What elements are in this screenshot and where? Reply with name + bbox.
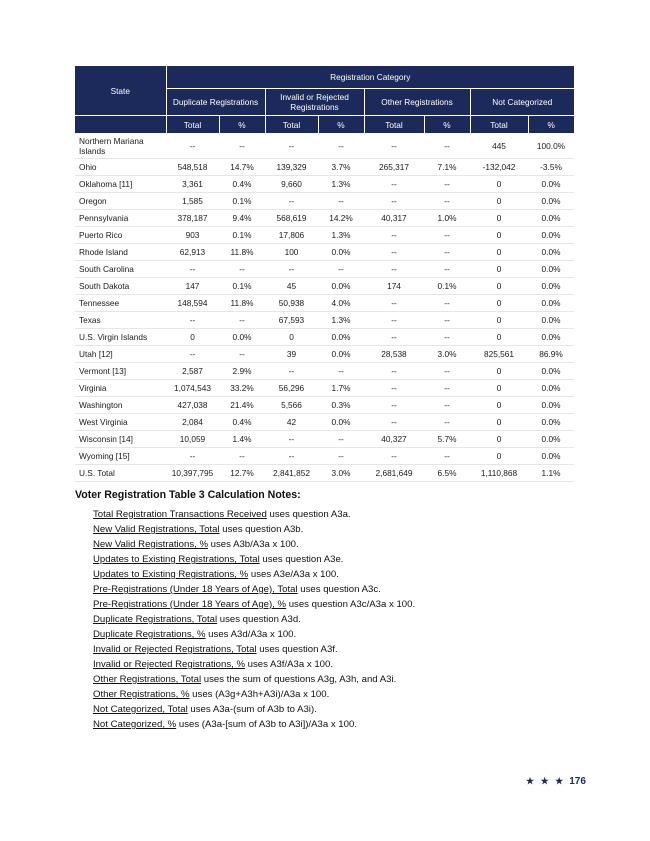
note-term: Invalid or Rejected Registrations, %: [93, 659, 245, 670]
value-cell: --: [166, 261, 219, 278]
note-text: uses the sum of questions A3g, A3h, and A3i.: [201, 674, 397, 685]
note-term: Total Registration Transactions Received: [93, 509, 267, 520]
value-cell: 9,660: [265, 176, 318, 193]
value-cell: 11.8%: [219, 244, 265, 261]
value-cell: 0.0%: [528, 431, 574, 448]
state-cell: Northern Mariana Islands: [75, 134, 166, 159]
table-row: [75, 134, 574, 159]
note-item: [93, 612, 415, 627]
value-cell: 0: [470, 380, 528, 397]
note-text: uses A3a-(sum of A3b to A3i).: [187, 704, 317, 715]
value-cell: 427,038: [166, 397, 219, 414]
table-row: [75, 346, 574, 363]
value-cell: 0.0%: [528, 295, 574, 312]
table-row: [75, 448, 574, 465]
value-cell: --: [364, 176, 424, 193]
header-state-blank: [75, 116, 166, 134]
note-text: uses (A3g+A3h+A3i)/A3a x 100.: [189, 689, 330, 700]
value-cell: 86.9%: [528, 346, 574, 363]
value-cell: --: [424, 312, 470, 329]
value-cell: --: [424, 363, 470, 380]
table-row: [75, 397, 574, 414]
table-row: [75, 465, 574, 482]
value-cell: --: [219, 134, 265, 159]
value-cell: 0: [470, 278, 528, 295]
subheader-notcat-total: Total: [470, 116, 528, 134]
value-cell: 0.0%: [528, 448, 574, 465]
value-cell: --: [265, 448, 318, 465]
value-cell: 2,681,649: [364, 465, 424, 482]
table-body: [75, 134, 574, 482]
value-cell: --: [219, 448, 265, 465]
value-cell: --: [364, 448, 424, 465]
value-cell: --: [364, 227, 424, 244]
state-cell: Utah [12]: [75, 346, 166, 363]
value-cell: 7.1%: [424, 159, 470, 176]
state-cell: Pennsylvania: [75, 210, 166, 227]
value-cell: --: [424, 380, 470, 397]
value-cell: 1.3%: [318, 227, 364, 244]
page-footer: [526, 776, 586, 787]
value-cell: 3.0%: [424, 346, 470, 363]
value-cell: 825,561: [470, 346, 528, 363]
value-cell: --: [364, 363, 424, 380]
stars-icon: ★ ★ ★: [526, 776, 566, 786]
value-cell: 0.1%: [219, 227, 265, 244]
value-cell: 568,619: [265, 210, 318, 227]
value-cell: 0.1%: [219, 193, 265, 210]
table-row: [75, 312, 574, 329]
value-cell: --: [364, 261, 424, 278]
header-duplicate-registrations: Duplicate Registrations: [166, 89, 265, 116]
state-cell: Virginia: [75, 380, 166, 397]
value-cell: 0.0%: [528, 397, 574, 414]
value-cell: --: [424, 244, 470, 261]
value-cell: 0: [470, 448, 528, 465]
value-cell: --: [424, 176, 470, 193]
note-text: uses question A3c.: [297, 584, 381, 595]
note-term: Pre-Registrations (Under 18 Years of Age), Total: [93, 584, 298, 595]
value-cell: 0: [166, 329, 219, 346]
table-row: [75, 159, 574, 176]
value-cell: 40,327: [364, 431, 424, 448]
table-row: [75, 261, 574, 278]
value-cell: 9.4%: [219, 210, 265, 227]
value-cell: 14.7%: [219, 159, 265, 176]
value-cell: 0: [265, 329, 318, 346]
value-cell: 2,841,852: [265, 465, 318, 482]
table-row: [75, 227, 574, 244]
note-item: [93, 672, 415, 687]
value-cell: 0: [470, 176, 528, 193]
state-cell: U.S. Total: [75, 465, 166, 482]
value-cell: --: [265, 261, 318, 278]
value-cell: --: [424, 295, 470, 312]
state-cell: Rhode Island: [75, 244, 166, 261]
value-cell: 0.1%: [424, 278, 470, 295]
value-cell: 12.7%: [219, 465, 265, 482]
value-cell: 0.0%: [528, 312, 574, 329]
value-cell: --: [318, 134, 364, 159]
state-cell: South Dakota: [75, 278, 166, 295]
value-cell: 0: [470, 295, 528, 312]
value-cell: 39: [265, 346, 318, 363]
value-cell: --: [364, 414, 424, 431]
value-cell: --: [364, 397, 424, 414]
value-cell: 0.0%: [219, 329, 265, 346]
table-row: [75, 210, 574, 227]
value-cell: 0.0%: [528, 227, 574, 244]
value-cell: --: [364, 244, 424, 261]
note-term: Not Categorized, Total: [93, 704, 188, 715]
value-cell: 1,074,543: [166, 380, 219, 397]
value-cell: 0.0%: [318, 329, 364, 346]
value-cell: 5.7%: [424, 431, 470, 448]
value-cell: 3,361: [166, 176, 219, 193]
value-cell: 3.0%: [318, 465, 364, 482]
value-cell: --: [166, 448, 219, 465]
value-cell: 0: [470, 227, 528, 244]
value-cell: --: [265, 134, 318, 159]
table-row: [75, 414, 574, 431]
note-item: [93, 657, 415, 672]
value-cell: 0.3%: [318, 397, 364, 414]
table-row: [75, 380, 574, 397]
value-cell: --: [265, 363, 318, 380]
note-item: [93, 597, 415, 612]
value-cell: 0: [470, 431, 528, 448]
state-cell: Tennessee: [75, 295, 166, 312]
value-cell: 1.1%: [528, 465, 574, 482]
subheader-other-percent: %: [424, 116, 470, 134]
page-number: 176: [569, 776, 586, 787]
value-cell: 0.1%: [219, 278, 265, 295]
header-other-registrations: Other Registrations: [364, 89, 470, 116]
note-text: uses question A3e.: [259, 554, 344, 565]
header-invalid-rejected-registrations: Invalid or Rejected Registrations: [265, 89, 364, 116]
value-cell: -132,042: [470, 159, 528, 176]
value-cell: 1,585: [166, 193, 219, 210]
value-cell: 0.0%: [318, 414, 364, 431]
value-cell: --: [424, 261, 470, 278]
note-text: uses question A3b.: [219, 524, 304, 535]
value-cell: 174: [364, 278, 424, 295]
value-cell: 0: [470, 193, 528, 210]
subheader-duplicate-total: Total: [166, 116, 219, 134]
state-cell: Vermont [13]: [75, 363, 166, 380]
value-cell: 0: [470, 261, 528, 278]
value-cell: 4.0%: [318, 295, 364, 312]
note-term: Pre-Registrations (Under 18 Years of Age), %: [93, 599, 287, 610]
note-text: uses A3b/A3a x 100.: [208, 539, 299, 550]
note-term: Other Registrations, %: [93, 689, 190, 700]
value-cell: 10,059: [166, 431, 219, 448]
value-cell: 2,084: [166, 414, 219, 431]
value-cell: 100: [265, 244, 318, 261]
value-cell: --: [166, 134, 219, 159]
value-cell: 0: [470, 210, 528, 227]
value-cell: 0.0%: [318, 346, 364, 363]
value-cell: --: [166, 312, 219, 329]
state-cell: Washington: [75, 397, 166, 414]
note-text: uses A3e/A3a x 100.: [248, 569, 339, 580]
note-item: [93, 642, 415, 657]
subheader-duplicate-percent: %: [219, 116, 265, 134]
note-term: Not Categorized, %: [93, 719, 177, 730]
subheader-invalid-total: Total: [265, 116, 318, 134]
value-cell: --: [424, 193, 470, 210]
value-cell: --: [318, 261, 364, 278]
value-cell: 28,538: [364, 346, 424, 363]
value-cell: 0.0%: [528, 380, 574, 397]
value-cell: --: [364, 312, 424, 329]
note-item: [93, 507, 415, 522]
value-cell: 0.0%: [528, 210, 574, 227]
value-cell: 0.0%: [528, 414, 574, 431]
note-text: uses (A3a-[sum of A3b to A3i])/A3a x 100.: [176, 719, 357, 730]
value-cell: 1.3%: [318, 312, 364, 329]
value-cell: --: [364, 295, 424, 312]
table-row: [75, 363, 574, 380]
note-item: [93, 702, 415, 717]
note-term: Duplicate Registrations, Total: [93, 614, 218, 625]
value-cell: 0.0%: [318, 244, 364, 261]
note-text: uses question A3f.: [256, 644, 338, 655]
note-item: [93, 552, 415, 567]
value-cell: 45: [265, 278, 318, 295]
value-cell: 1,110,868: [470, 465, 528, 482]
value-cell: 0: [470, 397, 528, 414]
subheader-notcat-percent: %: [528, 116, 574, 134]
value-cell: --: [364, 134, 424, 159]
note-text: uses A3d/A3a x 100.: [205, 629, 297, 640]
value-cell: --: [364, 329, 424, 346]
note-term: Duplicate Registrations, %: [93, 629, 206, 640]
value-cell: 33.2%: [219, 380, 265, 397]
value-cell: 0.0%: [528, 329, 574, 346]
value-cell: 1.3%: [318, 176, 364, 193]
value-cell: --: [219, 346, 265, 363]
value-cell: 0.0%: [318, 278, 364, 295]
value-cell: 3.7%: [318, 159, 364, 176]
value-cell: 903: [166, 227, 219, 244]
note-term: Other Registrations, Total: [93, 674, 202, 685]
value-cell: 2,587: [166, 363, 219, 380]
value-cell: --: [318, 448, 364, 465]
header-not-categorized: Not Categorized: [470, 89, 574, 116]
value-cell: 0.4%: [219, 176, 265, 193]
value-cell: -3.5%: [528, 159, 574, 176]
note-item: [93, 522, 415, 537]
note-term: New Valid Registrations, %: [93, 539, 208, 550]
value-cell: 17,806: [265, 227, 318, 244]
table-row: [75, 431, 574, 448]
note-term: Updates to Existing Registrations, Total: [93, 554, 260, 565]
value-cell: 40,317: [364, 210, 424, 227]
value-cell: --: [219, 312, 265, 329]
value-cell: --: [424, 134, 470, 159]
note-text: uses A3f/A3a x 100.: [244, 659, 333, 670]
registration-table: [75, 66, 574, 482]
state-cell: Wisconsin [14]: [75, 431, 166, 448]
value-cell: 0.0%: [528, 193, 574, 210]
note-text: uses question A3d.: [217, 614, 301, 625]
state-cell: Texas: [75, 312, 166, 329]
note-item: [93, 627, 415, 642]
value-cell: --: [424, 329, 470, 346]
value-cell: --: [265, 431, 318, 448]
value-cell: --: [424, 397, 470, 414]
state-cell: Puerto Rico: [75, 227, 166, 244]
value-cell: 548,518: [166, 159, 219, 176]
value-cell: 0.0%: [528, 244, 574, 261]
value-cell: --: [424, 448, 470, 465]
header-registration-category: Registration Category: [166, 66, 574, 89]
note-term: Updates to Existing Registrations, %: [93, 569, 249, 580]
value-cell: 56,296: [265, 380, 318, 397]
note-text: uses question A3c/A3a x 100.: [286, 599, 416, 610]
value-cell: --: [219, 261, 265, 278]
note-item: [93, 567, 415, 582]
value-cell: 100.0%: [528, 134, 574, 159]
value-cell: --: [318, 431, 364, 448]
value-cell: 0: [470, 363, 528, 380]
subheader-other-total: Total: [364, 116, 424, 134]
table-row: [75, 329, 574, 346]
value-cell: 1.4%: [219, 431, 265, 448]
notes-title: Voter Registration Table 3 Calculation Notes:: [75, 489, 301, 501]
table-row: [75, 278, 574, 295]
note-item: [93, 687, 415, 702]
value-cell: 6.5%: [424, 465, 470, 482]
value-cell: 0.0%: [528, 278, 574, 295]
value-cell: 42: [265, 414, 318, 431]
value-cell: 0.0%: [528, 176, 574, 193]
value-cell: --: [166, 346, 219, 363]
value-cell: --: [424, 227, 470, 244]
value-cell: 50,938: [265, 295, 318, 312]
value-cell: --: [364, 193, 424, 210]
value-cell: 21.4%: [219, 397, 265, 414]
note-item: [93, 582, 415, 597]
value-cell: 378,187: [166, 210, 219, 227]
state-cell: Wyoming [15]: [75, 448, 166, 465]
value-cell: --: [265, 193, 318, 210]
state-cell: Oregon: [75, 193, 166, 210]
value-cell: 139,329: [265, 159, 318, 176]
value-cell: 5,566: [265, 397, 318, 414]
table-row: [75, 176, 574, 193]
value-cell: 0: [470, 414, 528, 431]
value-cell: --: [424, 414, 470, 431]
note-item: [93, 537, 415, 552]
value-cell: 14.2%: [318, 210, 364, 227]
value-cell: 1.7%: [318, 380, 364, 397]
value-cell: 265,317: [364, 159, 424, 176]
header-state: State: [75, 66, 166, 116]
notes-list: [93, 507, 415, 732]
note-term: Invalid or Rejected Registrations, Total: [93, 644, 257, 655]
value-cell: --: [318, 193, 364, 210]
subheader-invalid-percent: %: [318, 116, 364, 134]
note-text: uses question A3a.: [266, 509, 351, 520]
value-cell: 0.0%: [528, 363, 574, 380]
table-row: [75, 193, 574, 210]
value-cell: 1.0%: [424, 210, 470, 227]
value-cell: 0.4%: [219, 414, 265, 431]
table-row: [75, 244, 574, 261]
note-item: [93, 717, 415, 732]
state-cell: Oklahoma [11]: [75, 176, 166, 193]
note-term: New Valid Registrations, Total: [93, 524, 220, 535]
value-cell: 0: [470, 244, 528, 261]
value-cell: 11.8%: [219, 295, 265, 312]
value-cell: 0: [470, 329, 528, 346]
value-cell: 148,594: [166, 295, 219, 312]
state-cell: U.S. Virgin Islands: [75, 329, 166, 346]
table-row: [75, 295, 574, 312]
state-cell: West Virginia: [75, 414, 166, 431]
value-cell: 2.9%: [219, 363, 265, 380]
value-cell: 10,397,795: [166, 465, 219, 482]
state-cell: Ohio: [75, 159, 166, 176]
value-cell: --: [364, 380, 424, 397]
value-cell: 62,913: [166, 244, 219, 261]
value-cell: 445: [470, 134, 528, 159]
value-cell: 0.0%: [528, 261, 574, 278]
value-cell: --: [318, 363, 364, 380]
value-cell: 0: [470, 312, 528, 329]
state-cell: South Carolina: [75, 261, 166, 278]
value-cell: 147: [166, 278, 219, 295]
value-cell: 67,593: [265, 312, 318, 329]
